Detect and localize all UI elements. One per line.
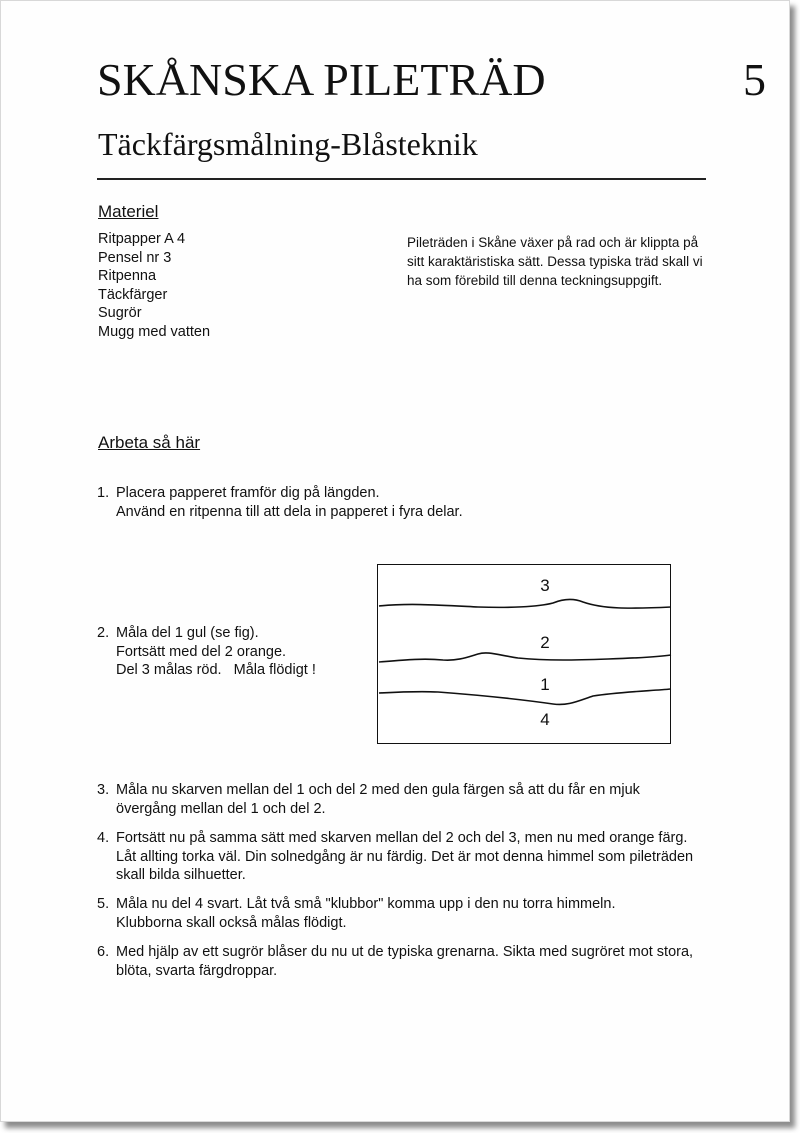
page-title: SKÅNSKA PILETRÄD	[97, 54, 546, 105]
step-number: 1.	[97, 485, 110, 501]
material-item: Sugrör	[98, 305, 142, 321]
step-line: Med hjälp av ett sugrör blåser du nu ut de typiska grenarna. Sikta med sugröret mot stora,	[116, 944, 694, 960]
step-line: Måla nu del 4 svart. Låt två små "klubbor" komma upp i den nu torra himmeln.	[116, 896, 616, 912]
boundary-line-1-4	[379, 689, 671, 704]
boundary-line-2-1	[379, 653, 671, 662]
section-label-4: 4	[540, 710, 550, 729]
step-line: Låt allting torka väl. Din solnedgång är nu färdig. Det är mot denna himmel som pileträden	[116, 848, 694, 865]
step-number: 5.	[97, 896, 110, 912]
boundary-line-3-2	[379, 599, 671, 608]
material-item: Pensel nr 3	[98, 249, 172, 266]
materials-heading: Materiel	[98, 202, 159, 221]
material-item: Ritpapper A 4	[98, 231, 186, 247]
page-number: 5	[743, 54, 766, 105]
step-3	[97, 781, 640, 818]
instructions-heading: Arbeta så här	[98, 433, 201, 452]
step-4	[97, 829, 693, 885]
step-1	[97, 484, 463, 521]
materials-list	[98, 230, 210, 341]
material-item: Ritpenna	[98, 268, 157, 284]
section-label-3: 3	[540, 576, 550, 595]
step-line: övergång mellan del 1 och del 2.	[116, 800, 326, 817]
step-number: 6.	[97, 944, 110, 960]
step-line: Måla del 1 gul (se fig).	[116, 625, 259, 641]
step-line: Placera papperet framför dig på längden.	[116, 485, 380, 501]
section-lines	[378, 565, 672, 745]
step-5	[97, 895, 616, 932]
step-6	[97, 943, 693, 980]
step-number: 2.	[97, 625, 110, 641]
step-line: skall bilda silhuetter.	[116, 867, 246, 883]
step-line: Klubborna skall också målas flödigt.	[116, 914, 347, 931]
section-label-2: 2	[540, 633, 550, 652]
section-diagram	[377, 564, 671, 744]
step-line: Använd en ritpenna till att dela in papperet i fyra delar.	[116, 503, 463, 520]
section-label-1: 1	[540, 675, 550, 694]
step-number: 4.	[97, 830, 110, 846]
intro-text: Pileträden i Skåne växer på rad och är klippta på sitt karaktäristiska sätt. Dessa typiska träd skall vi ha som förebild till denna teckningsuppgift.	[407, 235, 703, 288]
step-line: Fortsätt nu på samma sätt med skarven mellan del 2 och del 3, men nu med orange färg.	[116, 830, 688, 846]
step-line: Fortsätt med del 2 orange.	[116, 643, 287, 660]
page-subtitle: Täckfärgsmålning-Blåsteknik	[98, 126, 478, 162]
material-item: Täckfärger	[98, 286, 168, 303]
step-2	[97, 624, 316, 680]
header-divider	[97, 178, 706, 180]
step-number: 3.	[97, 782, 110, 798]
step-line: Del 3 målas röd. Måla flödigt !	[116, 662, 316, 678]
step-line: Måla nu skarven mellan del 1 och del 2 med den gula färgen så att du får en mjuk	[116, 782, 640, 798]
material-item: Mugg med vatten	[98, 323, 211, 340]
step-line: blöta, svarta färgdroppar.	[116, 962, 278, 979]
